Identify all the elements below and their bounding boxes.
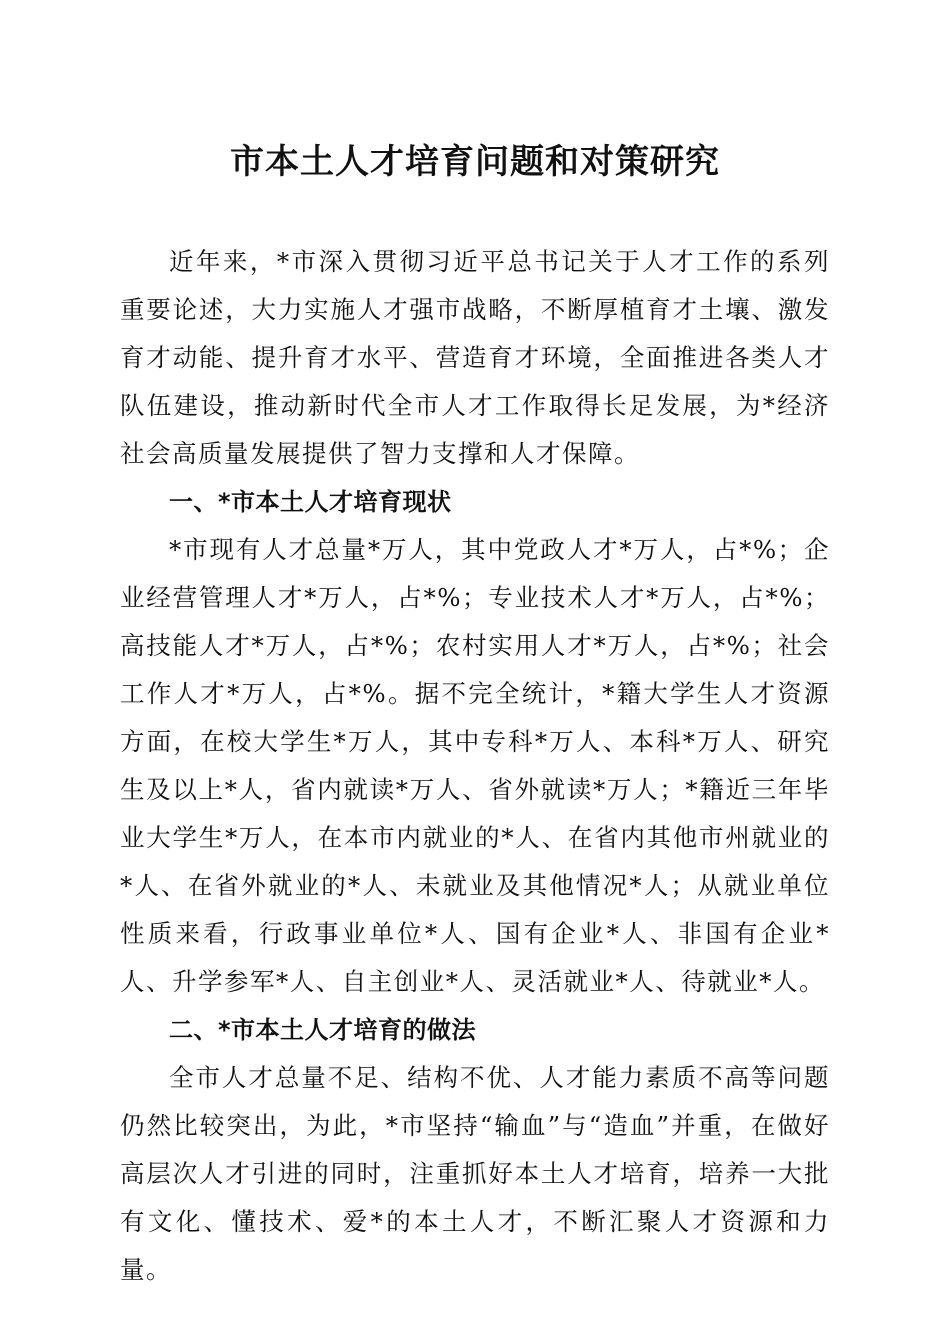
document-page bbox=[120, 120, 830, 1294]
section-1-paragraph: *市现有人才总量*万人，其中党政人才*万人，占*%；企业经营管理人才*万人，占*%；专业技术人才*万人，占*%；高技能人才*万人，占*%；农村实用人才*万人，占*%；社会工作人才*万人，占*%。据不完全统计，*籍大学生人才资源方面，在校大学生*万人，其中专科*万人、本科*万人、研究生及以上*人，省内就读*万人、省外就读*万人；*籍近三年毕业大学生*万人，在本市内就业的*人、在省内其他市州就业的*人、在省外就业的*人、未就业及其他情况*人；从就业单位性质来看，行政事业单位*人、国有企业*人、非国有企业*人、升学参军*人、自主创业*人、灵活就业*人、待就业*人。 bbox=[120, 535, 830, 996]
intro-paragraph: 近年来，*市深入贯彻习近平总书记关于人才工作的系列重要论述，大力实施人才强市战略，不断厚植育才土壤、激发育才动能、提升育才水平、营造育才环境，全面推进各类人才队伍建设，推动新时代全市人才工作取得长足发展，为*经济社会高质量发展提供了智力支撑和人才保障。 bbox=[120, 247, 830, 468]
section-2-heading: 二、*市本土人才培育的做法 bbox=[169, 1016, 477, 1044]
section-1-heading: 一、*市本土人才培育现状 bbox=[169, 488, 452, 516]
document-title: 市本土人才培育问题和对策研究 bbox=[230, 142, 720, 182]
section-2-paragraph: 全市人才总量不足、结构不优、人才能力素质不高等问题仍然比较突出，为此，*市坚持“输血”与“造血”并重，在做好高层次人才引进的同时，注重抓好本土人才培育，培养一大批有文化、懂技术、爱*的本土人才，不断汇聚人才资源和力量。 bbox=[120, 1063, 830, 1284]
